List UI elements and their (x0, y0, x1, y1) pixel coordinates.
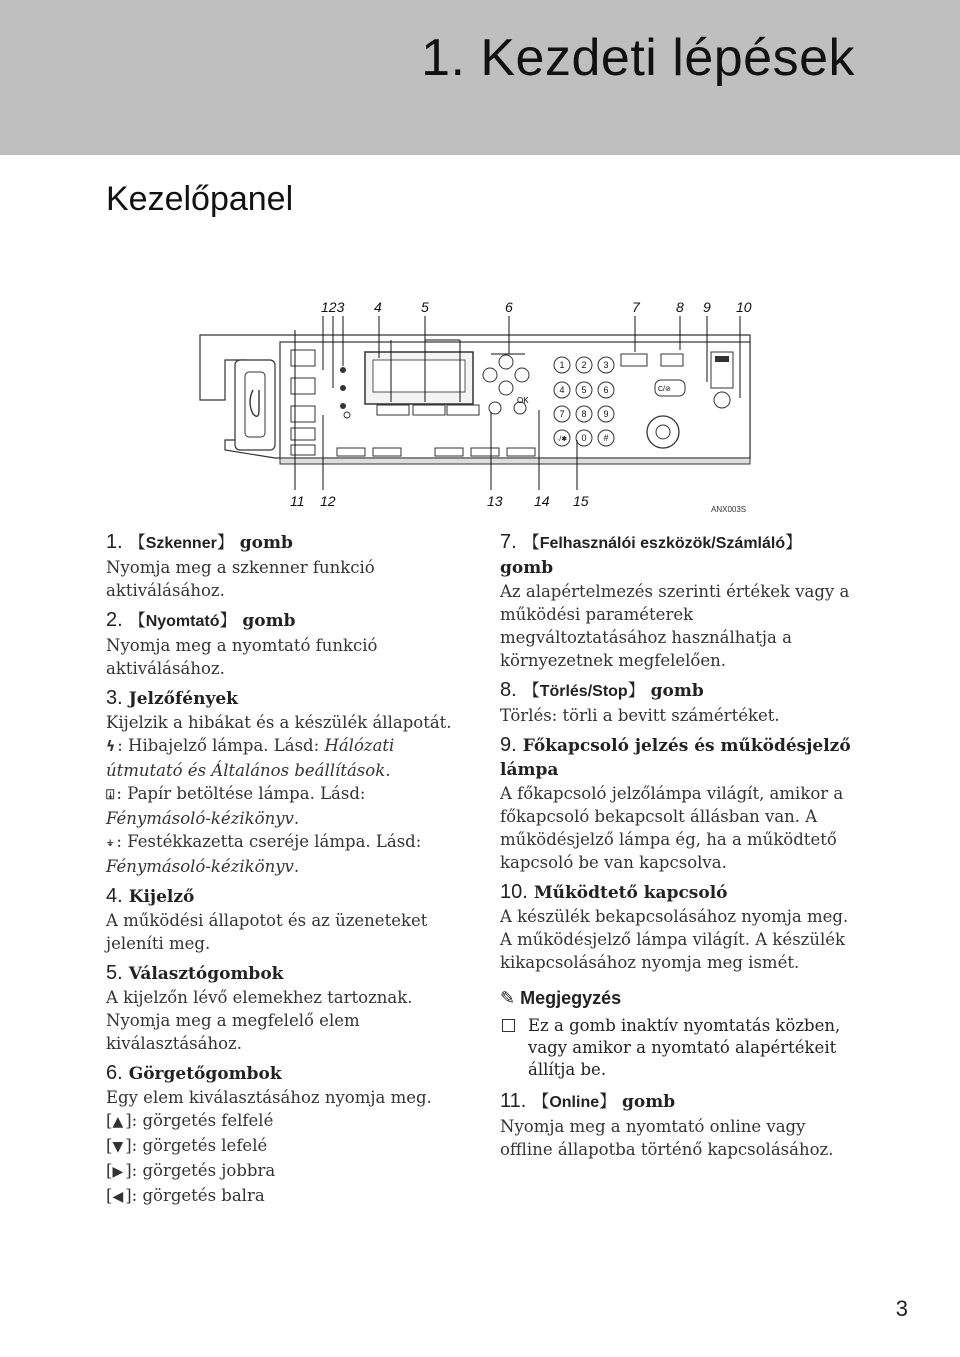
item-number: 1. (106, 531, 123, 553)
key-label: Törlés/Stop (539, 683, 628, 700)
section-title: Kezelőpanel (106, 180, 294, 218)
item-1 (106, 530, 466, 602)
item-title: Jelzőfények (128, 689, 238, 709)
item-10 (500, 880, 860, 974)
arrow-left-icon: ◀ (112, 1189, 124, 1205)
toner-icon: ⍖ (106, 835, 115, 851)
item-number: 8. (500, 679, 517, 701)
paper-lamp-line: ⍗ : Papír betöltése lámpa. Lásd: Fénymásoló-kézikönyv. (106, 784, 366, 828)
callout-14: 14 (534, 493, 550, 509)
item-2-body: Nyomja meg a nyomtató funkció aktiválásához. (106, 636, 378, 678)
page-number: 3 (895, 1296, 908, 1321)
item-suffix: gomb (622, 1092, 676, 1112)
callout-15: 15 (573, 493, 589, 509)
item-7 (500, 530, 860, 672)
item-11 (500, 1089, 860, 1161)
item-number: 4. (106, 885, 123, 907)
svg-text:7: 7 (559, 409, 565, 419)
item-6 (106, 1061, 466, 1209)
item-title: Választógombok (128, 964, 284, 984)
chapter-title: 1. Kezdeti lépések (421, 29, 855, 87)
item-8 (500, 678, 860, 727)
item-number: 9. (500, 734, 517, 756)
item-suffix: gomb (650, 681, 704, 701)
pencil-icon: ✎ (500, 988, 516, 1009)
svg-text:3: 3 (603, 360, 609, 370)
key-label: Felhasználói eszközök/Számláló (539, 535, 786, 552)
error-lamp-line: ϟ : Hibajelző lámpa. Lásd: Hálózati útmutató és Általános beállítások. (106, 736, 395, 780)
item-10-head (500, 880, 860, 905)
svg-text:·/✱: ·/✱ (556, 436, 568, 443)
callout-6: 6 (505, 299, 513, 315)
item-8-body: Törlés: törli a bevitt számértéket. (500, 706, 780, 725)
item-suffix: gomb (242, 611, 296, 631)
svg-text:#: # (603, 433, 609, 443)
left-column (106, 530, 466, 1215)
item-9-body: A főkapcsoló jelzőlámpa világít, amikor a főkapcsoló bekapcsolt állásban van. A működésjelző lámpa ég, ha a működtető kapcsoló be van kapcsolva. (500, 784, 844, 872)
item-5-body: A kijelzőn lévő elemekhez tartoznak. (106, 988, 413, 1007)
callout-8: 8 (676, 299, 684, 315)
toner-lamp-line: ⍖ : Festékkazetta cseréje lámpa. Lásd: Fénymásoló-kézikönyv. (106, 832, 422, 876)
item-10-body: A készülék bekapcsolásához nyomja meg. A működésjelző lámpa világít. A készülék kikapcsolásához nyomja meg ismét. (500, 907, 849, 972)
paper-load-icon: ⍗ (106, 787, 115, 803)
item-4-body: A működési állapotot és az üzeneteket jeleníti meg. (106, 911, 428, 953)
svg-text:0: 0 (581, 433, 587, 443)
item-number: 5. (106, 962, 123, 984)
item-title: Működtető kapcsoló (533, 883, 728, 903)
figure-code: ANX003S (711, 505, 747, 514)
arrow-up-icon: ▲ (112, 1114, 124, 1130)
note-item (500, 1015, 860, 1081)
item-number: 2. (106, 609, 123, 631)
svg-text:8: 8 (581, 409, 587, 419)
scroll-up-line: [▲ ]: görgetés felfelé (106, 1111, 274, 1130)
item-2-head: 2. 【Nyomtató】 gomb (106, 609, 296, 631)
item-6-head (106, 1061, 466, 1086)
item-number: 3. (106, 687, 123, 709)
item-suffix: gomb (239, 533, 293, 553)
svg-text:4: 4 (559, 385, 565, 395)
item-number: 10. (500, 881, 528, 903)
item-5 (106, 961, 466, 1055)
item-9 (500, 733, 860, 874)
item-title: Görgetőgombok (128, 1064, 282, 1084)
callout-9: 9 (703, 299, 711, 315)
item-number: 11. (500, 1090, 527, 1112)
key-label: Szkenner (145, 535, 217, 552)
arrow-right-icon: ▶ (112, 1164, 124, 1180)
key-label: Online (549, 1094, 600, 1111)
svg-text:2: 2 (581, 360, 587, 370)
item-6-body: Egy elem kiválasztásához nyomja meg. (106, 1088, 432, 1107)
item-11-body: Nyomja meg a nyomtató online vagy offline állapotba történő kapcsolásához. (500, 1117, 834, 1159)
callout-12: 12 (320, 493, 336, 509)
item-4-head (106, 884, 466, 909)
svg-text:C/⊘: C/⊘ (658, 386, 671, 393)
item-3-body: Kijelzik a hibákat és a készülék állapotát. (106, 713, 452, 732)
key-label: Nyomtató (145, 613, 220, 630)
callout-5: 5 (421, 299, 429, 315)
item-5-head (106, 961, 466, 986)
item-title: Főkapcsoló jelzés és működésjelző lámpa (500, 736, 851, 780)
svg-text:5: 5 (581, 385, 587, 395)
checkbox-bullet-icon (502, 1019, 515, 1032)
svg-text:1: 1 (559, 360, 565, 370)
item-4 (106, 884, 466, 955)
arrow-down-icon: ▼ (112, 1139, 124, 1155)
item-7-head: 7. 【Felhasználói eszközök/Számláló】 gomb (500, 530, 860, 580)
item-9-head (500, 733, 860, 782)
callout-123: 123 (321, 299, 345, 315)
item-7-body: Az alapértelmezés szerinti értékek vagy a működési paraméterek megváltoztatásához használhatja a környezetnek megfelelően. (500, 582, 850, 670)
scroll-right-line: [▶ ]: görgetés jobbra (106, 1161, 276, 1180)
callout-10: 10 (736, 299, 752, 315)
svg-text:OK: OK (517, 396, 529, 405)
scroll-down-line: [▼ ]: görgetés lefelé (106, 1136, 268, 1155)
item-8-head: 8. 【Törlés/Stop】 gomb (500, 679, 704, 701)
callout-4: 4 (374, 299, 382, 315)
svg-text:9: 9 (603, 409, 609, 419)
item-2 (106, 608, 466, 680)
note-text: Ez a gomb inaktív nyomtatás közben, vagy amikor a nyomtató alapértékeit állítja be. (528, 1016, 841, 1079)
svg-text:6: 6 (603, 385, 609, 395)
control-panel-figure (195, 290, 765, 520)
callout-11: 11 (290, 493, 305, 509)
item-3 (106, 686, 466, 878)
note-title: Megjegyzés (520, 988, 622, 1008)
callout-13: 13 (487, 493, 503, 509)
item-1-head: 1. 【Szkenner】 gomb (106, 531, 293, 553)
scroll-left-line: [◀ ]: görgetés balra (106, 1186, 265, 1205)
item-1-body: Nyomja meg a szkenner funkció aktiválásához. (106, 558, 375, 600)
item-title: Kijelző (128, 887, 195, 907)
error-lamp-icon: ϟ (106, 739, 116, 755)
item-3-head (106, 686, 466, 711)
item-11-head: 11. 【Online】 gomb (500, 1090, 676, 1112)
callout-7: 7 (632, 299, 640, 315)
right-column (500, 530, 860, 1167)
item-number: 7. (500, 531, 517, 553)
note-heading (500, 988, 860, 1009)
item-suffix: gomb (500, 558, 554, 578)
item-5-body-2: Nyomja meg a megfelelő elem kiválasztásához. (106, 1011, 360, 1053)
item-number: 6. (106, 1062, 123, 1084)
